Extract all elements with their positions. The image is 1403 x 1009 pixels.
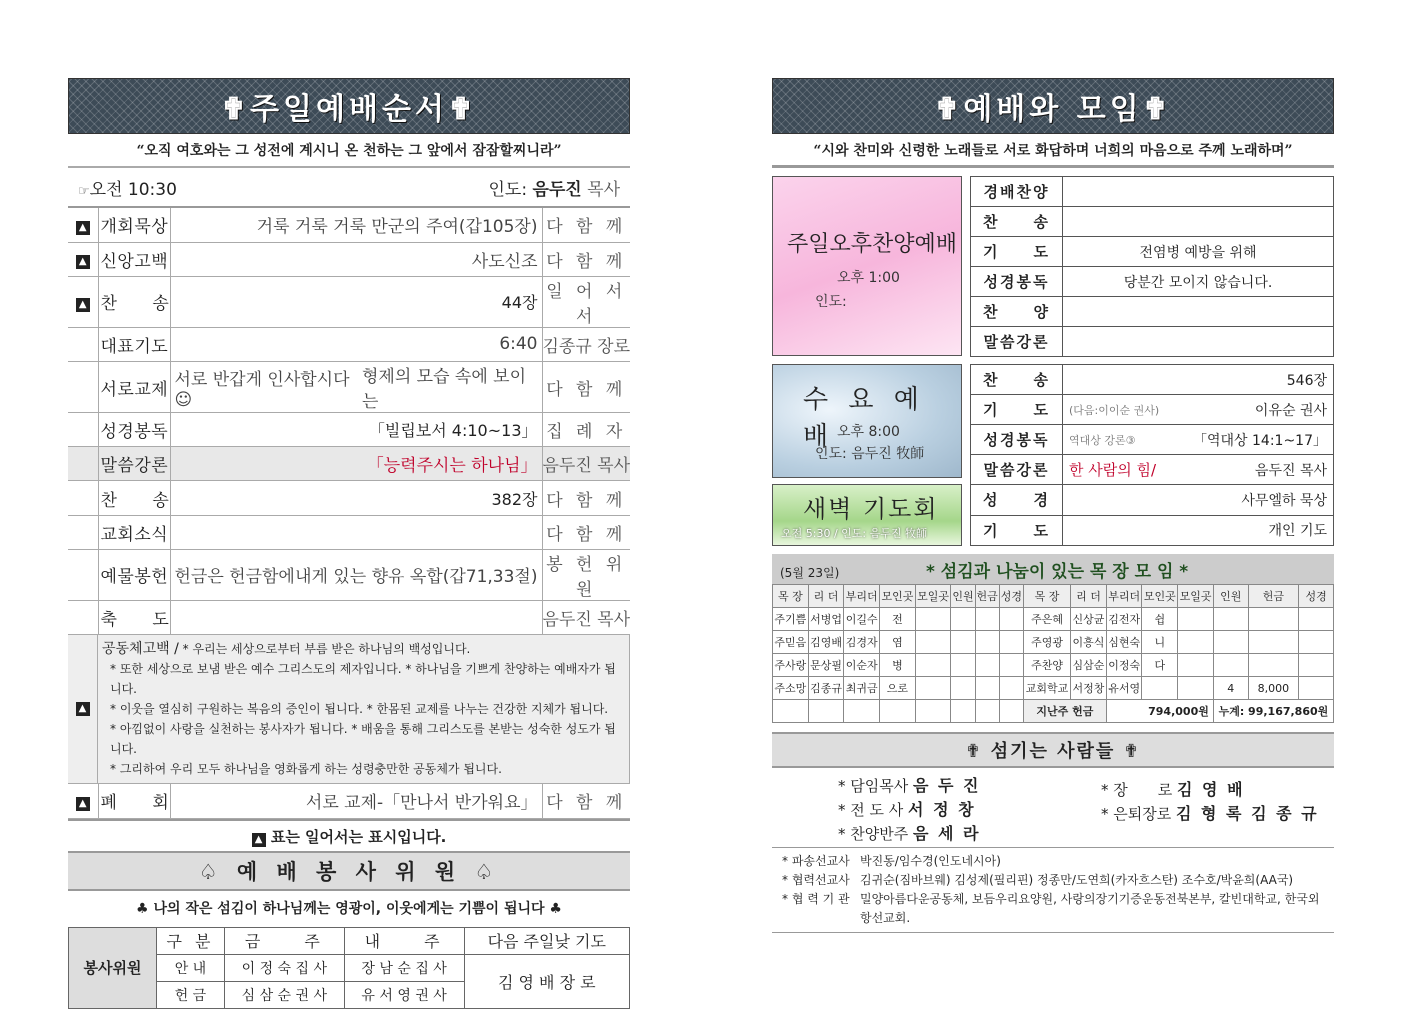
cell-row xyxy=(773,700,1334,723)
stand-up-icon: ▲ xyxy=(252,833,266,847)
order-row xyxy=(68,242,630,276)
order-row xyxy=(68,208,630,242)
order-item-who: 다 함 께 xyxy=(542,208,630,242)
order-item-who: 다 함 께 xyxy=(542,362,630,413)
cell-group-table xyxy=(772,584,1334,723)
cell-group-title: * 섬김과 나눔이 있는 목 장 모 임 * xyxy=(926,561,1189,582)
server-item: * 은퇴장로 김 형 록 김 종 규 xyxy=(1101,804,1319,823)
afternoon-card-time: 오후 1:00 xyxy=(837,270,900,286)
order-item-who: 김종규 장로 xyxy=(542,327,630,361)
next-prayer: 김 영 배 장 로 xyxy=(464,954,629,1008)
meetings-quote: “시와 찬미와 신령한 노래들로 서로 화답하며 너희의 마음으로 주께 노래하며” xyxy=(772,134,1334,168)
server-item: * 담임목사 음 두 진 xyxy=(838,776,981,795)
cell-row: 주믿음 김영배 김경자 염 주영광 이흥식 심현숙 니 xyxy=(773,631,1334,654)
afternoon-service-card xyxy=(772,176,962,356)
worship-and-meetings-panel xyxy=(772,78,1334,925)
order-item-note: 서로 반갑게 인사합시다☺ xyxy=(174,369,350,410)
order-item-name: 개회묵상 xyxy=(98,208,170,242)
last-week-offering: 794,000원 xyxy=(1106,700,1213,723)
order-item-who: 집 례 자 xyxy=(542,413,630,447)
closing-name: 폐 회 xyxy=(98,784,170,818)
closing-table xyxy=(68,784,630,819)
order-item-content: 382장 xyxy=(491,489,538,509)
servants-row: 헌 금 심 삼 순 권 사 유 서 영 권 사 xyxy=(69,981,630,1008)
afternoon-card-leader: 인도: xyxy=(815,294,847,310)
stand-up-icon: ▲ xyxy=(76,298,90,312)
order-row xyxy=(68,276,630,327)
order-item-content: 「빌립보서 4:10~13」 xyxy=(368,421,538,441)
order-item-name: 대표기도 xyxy=(98,327,170,361)
wednesday-service-card xyxy=(772,364,962,478)
confession-name: 공동체고백 / xyxy=(102,641,179,657)
server-item: * 장 로 김 영 배 xyxy=(1101,780,1245,799)
order-item-name: 찬 송 xyxy=(98,276,170,327)
leader-title: 목사 xyxy=(587,179,620,200)
servants-quote: ♣ 나의 작은 섬김이 하나님께는 영광이, 이웃에게는 기쁨이 됩니다 ♣ xyxy=(136,900,562,917)
order-row xyxy=(68,515,630,549)
cell-row: 주소망 김종규 최귀금 으로 교회학교 서정창 유서영 4 8,000 xyxy=(773,677,1334,700)
order-item-who: 음두진 목사 xyxy=(542,447,630,481)
stand-up-icon: ▲ xyxy=(76,255,90,269)
wednesday-card-leader: 인도: 음두진 牧師 xyxy=(815,446,925,462)
order-of-worship-panel xyxy=(68,78,630,1009)
order-item-who: 다 함 께 xyxy=(542,481,630,515)
order-item-name: 신앙고백 xyxy=(98,242,170,276)
afternoon-service-table xyxy=(970,176,1334,357)
order-row xyxy=(68,481,630,515)
dawn-card-sub: 오전 5:30 / 인도: 음두진 牧師 xyxy=(781,527,927,540)
servants-table: 봉사위원 구 분 금 주 내 주 다음 주일낮 기도 안 내 이 정 숙 집 사 장 남 순 집 사 김 영 배 장 로 헌 금 심 삼 순 권 사 유 서 영 권 사 xyxy=(68,927,630,1009)
closing-content: 서로 교제-「만나서 반가워요」 xyxy=(305,793,538,814)
servants-row: 안 내 이 정 숙 집 사 장 남 순 집 사 김 영 배 장 로 xyxy=(69,954,630,981)
cell-group-date: (5월 23일) xyxy=(780,566,840,580)
confession-row xyxy=(68,635,630,784)
total-offering: 누계: 99,167,860원 xyxy=(1213,700,1333,723)
servers-list xyxy=(772,768,1334,848)
order-table xyxy=(68,208,630,635)
stand-up-icon: ▲ xyxy=(76,221,90,235)
order-row xyxy=(68,447,630,481)
order-row xyxy=(68,413,630,447)
scripture-quote: “오직 여호와는 그 성전에 계시니 온 천하는 그 앞에서 잠잠할찌니라” xyxy=(68,134,630,168)
order-item-who: 다 함 께 xyxy=(542,515,630,549)
servers-section xyxy=(772,728,1334,933)
order-item-name: 성경봉독 xyxy=(98,413,170,447)
order-item-content: 「능력주시는 하나님」 xyxy=(366,456,538,477)
wednesday-row: 찬 송 546장 xyxy=(971,365,1334,395)
wednesday-service-table xyxy=(970,364,1334,485)
dawn-prayer-card xyxy=(772,484,962,546)
afternoon-row: 기 도 전염병 예방을 위해 xyxy=(971,237,1334,267)
order-item-content: 사도신조 xyxy=(471,251,538,272)
afternoon-row: 경배찬양 xyxy=(971,177,1334,207)
order-item-note: 헌금은 헌금함에 xyxy=(174,567,295,588)
afternoon-row: 말씀강론 xyxy=(971,327,1334,357)
afternoon-card-title: 주일오후찬양예배 xyxy=(787,232,958,257)
dawn-row: 기 도 개인 기도 xyxy=(971,515,1334,546)
order-item-who: 다 함 께 xyxy=(542,242,630,276)
mission-item: * 파송선교사 박진동/임수경(인도네시아) xyxy=(782,854,1001,868)
missions-list xyxy=(772,848,1334,933)
confession-text: 공동체고백 / * 우리는 세상으로부터 부름 받은 하나님의 백성입니다. * 또한 세상으로 보냄 받은 예수 그리스도의 제자입니다. * 하나님을 기쁘게 찬양하는 예배자가 됩니다. * 이웃을 열심히 구원하는 복음의 증인이 됩니다. * 한몸된 교제를 나누는 건강한 지체가 됩니다. * 아낌없이 사랑을 실천하는 봉사자가 됩니다. * 배움을 통해 그리스도를 본받는 성숙한 성도가 됩니다. * 그리하여 우리 모두 하나님을 영화롭게 하는 성령충만한 공동체가 됩니다. xyxy=(98,635,630,783)
order-row xyxy=(68,600,630,634)
stand-up-icon: ▲ xyxy=(76,702,90,716)
afternoon-row: 성경봉독 당분간 모이지 않습니다. xyxy=(971,267,1334,297)
cell-row: 주사랑 문상필 이순자 병 주찬양 심삼순 이정숙 다 xyxy=(773,654,1334,677)
order-item-content: 6:40 xyxy=(499,334,538,355)
order-item-name: 찬 송 xyxy=(98,481,170,515)
pointing-hand-icon: ☞ xyxy=(78,183,90,199)
worship-order-title: ✟주일예배순서✟ xyxy=(68,78,630,134)
wednesday-row: 성경봉독 역대상 강론③ 「역대상 14:1~17」 xyxy=(971,425,1334,455)
mission-item: * 협 력 기 관 밀양아름다운공동체, 보듬우리요양원, 사랑의장기기증운동전북본부, 칼빈대학교, 한국외항선교회. xyxy=(782,892,1320,925)
wednesday-card-time: 오후 8:00 xyxy=(837,424,900,440)
closing-who: 다 함 께 xyxy=(542,784,630,818)
service-time-row xyxy=(68,168,630,208)
service-time: 오전 10:30 xyxy=(89,179,177,200)
dawn-prayer-table xyxy=(970,484,1334,546)
cell-row: 주기쁨 서병업 이길수 전 주은혜 신상균 김전자 쉽 xyxy=(773,608,1334,631)
order-item-content: 형제의 모습 속에 보이는 xyxy=(361,367,526,413)
wednesday-row: 기 도 (다음:이이순 권사) 이유순 권사 xyxy=(971,395,1334,425)
order-item-name: 예물봉헌 xyxy=(98,549,170,600)
leader-label: 인도: xyxy=(488,179,528,200)
last-week-label: 지난주 헌금 xyxy=(1023,700,1106,723)
leader-name: 음두진 xyxy=(532,179,582,200)
cell-group-header xyxy=(772,554,1334,584)
wednesday-service-block xyxy=(772,364,1334,478)
dawn-prayer-block xyxy=(772,484,1334,546)
order-item-name: 말씀강론 xyxy=(98,447,170,481)
order-item-who: 일 어 서 서 xyxy=(542,276,630,327)
closing-row xyxy=(68,784,630,818)
order-row xyxy=(68,549,630,600)
server-item: * 전 도 사 서 정 창 xyxy=(838,800,976,819)
wednesday-card-title: 수 요 예 배 xyxy=(803,385,925,452)
order-item-content: 내게 있는 향유 옥합(갑71,33절) xyxy=(295,567,538,588)
server-item: * 찬양반주 음 세 라 xyxy=(838,824,981,843)
order-row xyxy=(68,362,630,413)
order-item-name: 축 도 xyxy=(98,600,170,634)
order-item-content: 거룩 거룩 거룩 만군의 주여(갑105장) xyxy=(256,217,538,238)
cell-header-row: 목 장 리 더 부리더 모인곳 모일곳 인원 헌금 성경 목 장 리 더 부리더 모인곳 모일곳 인원 헌금 성경 xyxy=(773,585,1334,608)
order-item-who: 봉 헌 위 원 xyxy=(542,549,630,600)
order-item-who: 음두진 목사 xyxy=(542,600,630,634)
dawn-row: 성 경 사무엘하 묵상 xyxy=(971,485,1334,516)
wednesday-row: 말씀강론 한 사람의 힘/ 음두진 목사 xyxy=(971,455,1334,485)
servants-title: ♤ 예 배 봉 사 위 원 ♤ xyxy=(68,851,630,891)
servants-rowhead: 봉사위원 xyxy=(69,927,157,1008)
afternoon-row: 찬 송 xyxy=(971,207,1334,237)
order-item-content: 44장 xyxy=(501,293,538,313)
mission-item: * 협력선교사 김귀순(짐바브웨) 김성제(필리핀) 정종만/도연희(카자흐스탄) 조수호/박윤희(AA국) xyxy=(782,873,1294,887)
cell-group-section xyxy=(772,554,1334,723)
stand-up-icon: ▲ xyxy=(76,797,90,811)
order-item-name: 서로교제 xyxy=(98,362,170,413)
order-item-name: 교회소식 xyxy=(98,515,170,549)
order-row xyxy=(68,327,630,361)
meetings-title: ✟예배와 모임✟ xyxy=(772,78,1334,134)
standing-note: ▲ 표는 일어서는 표시입니다. xyxy=(68,819,630,851)
afternoon-service-block xyxy=(772,176,1334,356)
dawn-card-title: 새벽 기도회 xyxy=(803,495,939,523)
servers-title: ✟ 섬기는 사람들 ✟ xyxy=(772,732,1334,768)
afternoon-row: 찬 양 xyxy=(971,297,1334,327)
